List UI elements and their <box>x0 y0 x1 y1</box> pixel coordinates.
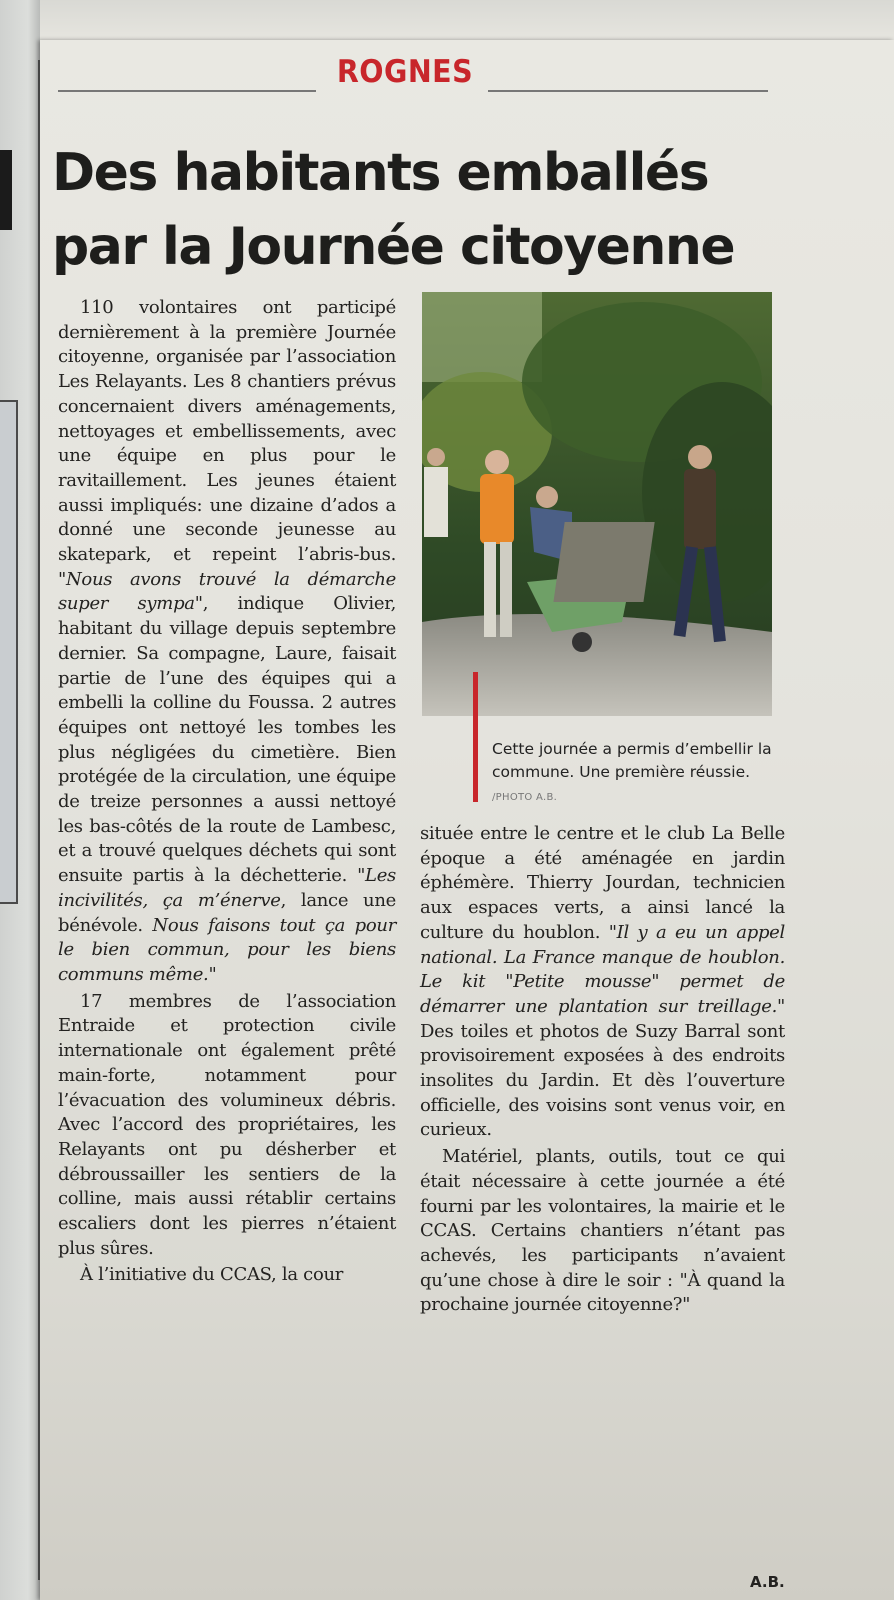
body-text: située entre le centre et le club La Belle époque a été aménagée en jardin éphémère. Thierry Jourdan, technicien aux espaces verts, a ainsi lancé la culture du houblon. <box>420 823 785 943</box>
body-text: 17 membres de l’association Entraide et protection civile internationale ont également prêté main-forte, notamment pour l’évacuation des volumineux débris. Avec l’accord des propriétaires, les Relayants ont pu désherber et débroussailler les sentiers de la colline, mais aussi rétablir certains escaliers dont les pierres n’étaient plus sûres. <box>58 990 396 1259</box>
body-text: , indique Olivier, habitant du village depuis septembre dernier. Sa compagne, Laure, faisait partie de l’une des équipes qui a embelli la colline du Foussa. 2 autres équipes ont nettoyé les tombes les plus négligées du cimetière. Bien protégée de la circulation, une équipe de treize personnes a aussi nettoyé les bas-côtés de la route de Lambesc, et a trouvé quelques déchets qui sont ensuite partis à la déchetterie. <box>58 593 396 887</box>
article-photo <box>422 292 772 716</box>
quote-text: Nous faisons tout ça pour le bien commun, pour les biens communs même." <box>58 914 397 985</box>
body-text: 110 volontaires ont participé dernièrement à la première Journée citoyenne, organisée par l’association Les Relayants. Les 8 chantiers prévus concernaient divers aménagements, nettoyages et embellissements, avec une équipe en plus pour le ravitaillement. Les jeunes étaient aussi impliqués: une dizaine d’ados a donné une seconde jeunesse au skatepark, et repeint l’abris-bus. <box>58 297 396 566</box>
headline-line-2: par la Journée citoyenne <box>52 217 735 277</box>
caption-text: Cette journée a permis d’embellir la commune. Une première réussie. <box>492 740 772 781</box>
article-paragraph <box>58 1263 396 1288</box>
body-text: Matériel, plants, outils, tout ce qui était nécessaire à cette journée a été fourni par les volontaires, la mairie et le CCAS. Certains chantiers n’étant pas achevés, les participants n’avaient qu’une chose à dire le soir : "À quand la prochaine journée citoyenne?" <box>420 1146 785 1316</box>
body-text: , lance une bénévole. <box>58 889 396 936</box>
section-rule-right <box>488 90 768 92</box>
article-paragraph <box>58 990 396 1262</box>
quote-text: "Il y a eu un appel national. La France manque de houblon. Le kit "Petite mousse" permet de démarrer une plantation sur treillage." <box>420 921 785 1017</box>
headline <box>52 136 812 284</box>
page-top-margin <box>40 0 894 40</box>
caption-accent-bar <box>473 672 478 802</box>
article-paragraph <box>58 296 396 988</box>
volunteers-photo-illustration <box>422 292 772 716</box>
quote-text: "Les incivilités, ça m’énerve <box>58 865 396 911</box>
article-paragraph <box>420 1145 785 1318</box>
adjacent-page-edge <box>0 0 40 1600</box>
adjacent-frame <box>0 400 18 904</box>
section-label: ROGNES <box>336 54 474 90</box>
section-rule-left <box>58 90 316 92</box>
photo-caption <box>492 738 792 809</box>
adjacent-block <box>0 150 12 230</box>
body-text: À l’initiative du CCAS, la cour <box>80 1264 344 1286</box>
article-paragraph <box>420 822 785 1143</box>
headline-line-1: Des habitants emballés <box>52 143 709 203</box>
photo-credit: /PHOTO A.B. <box>492 792 558 803</box>
article-column-2 <box>420 822 785 1318</box>
body-text: Des toiles et photos de Suzy Barral sont provisoirement exposées à des endroits insolites du Jardin. Et dès l’ouverture officielle, des voisins sont venus voir, en curieux. <box>420 1020 785 1141</box>
column-divider <box>38 60 40 1580</box>
author-signature: A.B. <box>750 1573 785 1591</box>
article-column-1 <box>58 296 396 1288</box>
quote-text: "Nous avons trouvé la démarche super sympa" <box>58 568 396 615</box>
